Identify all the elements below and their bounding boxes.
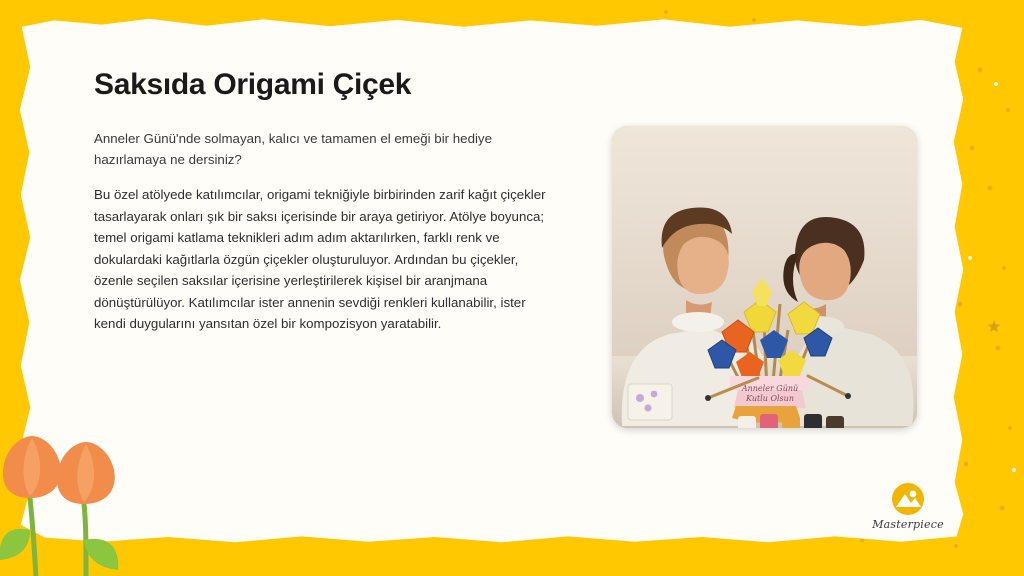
mountain-sun-icon — [891, 482, 925, 516]
content-column — [94, 68, 554, 335]
logo-text: Masterpiece — [872, 518, 944, 531]
page-title: Saksıda Origami Çiçek — [94, 68, 412, 101]
logo — [866, 482, 950, 544]
body-paragraph: Bu özel atölyede katılımcılar, origami tekniğiyle birbirinden zarif kağıt çiçekler tasarlayarak onları şık bir saksı içerisinde bir araya getiriyor. Atölye boyunca; temel origami katlama teknikleri adım adım aktarılırken, farklı renk ve dokulardaki kağıtlarla özgün çiçekler oluşturuluyor. Ardından bu çiçekler, özenle seçilen saksılar içerisine yerleştirilerek kişisel bir aranjmana dönüştürülüyor. Katılımcılar ister annenin sevdiği renkleri kullanabilir, ister kendi duygularını yansıtan özel bir kompozisyon yaratabilir. — [94, 187, 546, 332]
svg-text:Anneler Günü: Anneler Günü — [741, 384, 799, 393]
lead-paragraph: Anneler Günü'nde solmayan, kalıcı ve tamamen el emeği bir hediye hazırlamaya ne dersiniz? — [94, 131, 492, 167]
workshop-photo — [612, 126, 917, 428]
svg-text:Kutlu Olsun: Kutlu Olsun — [746, 394, 794, 403]
